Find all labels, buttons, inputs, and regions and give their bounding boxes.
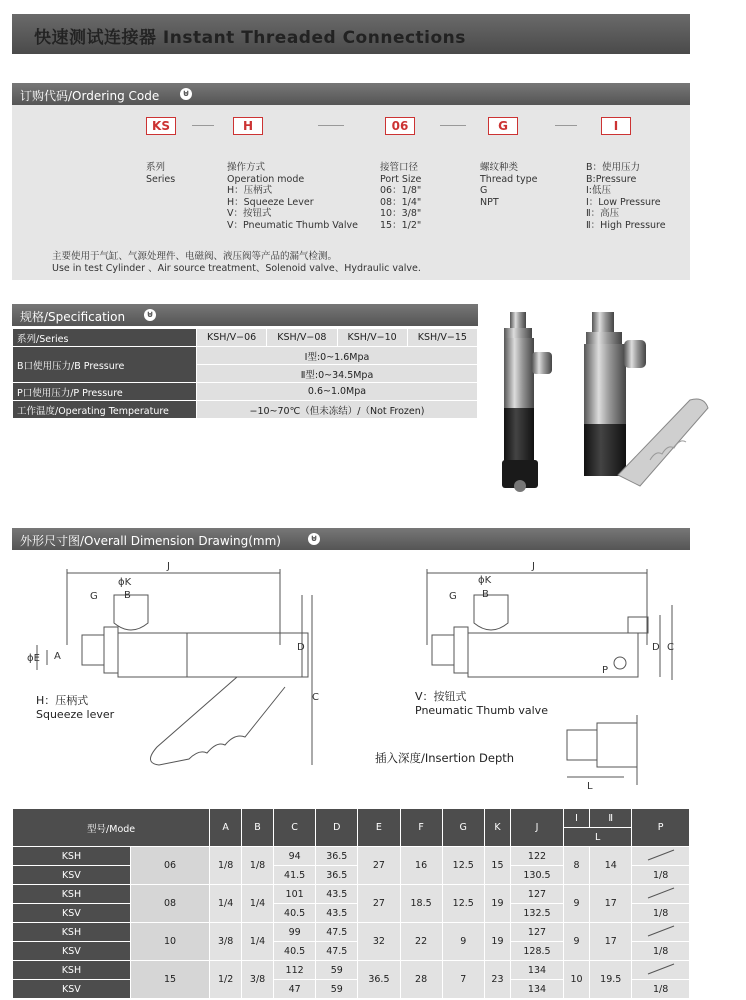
cell-D: 36.5 [316, 866, 358, 885]
cell-L1: 10 [563, 961, 589, 999]
dim-label-J: J [167, 561, 170, 572]
cell-L2: 17 [590, 885, 632, 923]
usage-note: 主要使用于气缸、气源处理件、电磁阀、液压阀等产品的漏气检测。 Use in test Cylinder 、Air source treatment、Solenoid valve、Hydraulic valve. [52, 251, 421, 274]
cell-D: 43.5 [316, 885, 358, 904]
code-series: KS [146, 117, 176, 135]
dim-label-P: P [602, 665, 609, 676]
spec-heading: 规格/Specification [20, 310, 126, 324]
dim-label-J: J [532, 561, 535, 572]
header-mode: 型号/Mode [13, 809, 210, 847]
spec-t-label: 工作温度/Operating Temperature [13, 401, 197, 419]
dim-label-C: C [312, 692, 319, 703]
cell-J: 130.5 [511, 866, 564, 885]
cell-L2: 19.5 [590, 961, 632, 999]
page-title-bar [12, 14, 690, 54]
cell-A: 1/4 [210, 885, 242, 923]
cell-C: 94 [274, 847, 316, 866]
model-cell: KSH [13, 923, 131, 942]
spec-series: KSH/V−10 [337, 329, 407, 347]
model-cell: KSV [13, 980, 131, 999]
cell-P-slash [632, 961, 690, 980]
dim-label-G: G [449, 591, 457, 602]
spec-b-label: B口使用压力/B Pressure [13, 347, 197, 383]
cell-F: 28 [400, 961, 442, 999]
cell-F: 18.5 [400, 885, 442, 923]
cell-B: 3/8 [242, 961, 274, 999]
table-row [13, 923, 690, 942]
dim-label-C: C [667, 642, 674, 653]
dim-label-L: L [587, 781, 593, 792]
cell-A: 1/2 [210, 961, 242, 999]
model-cell: KSV [13, 942, 131, 961]
cell-D: 47.5 [316, 923, 358, 942]
spec-series: KSH/V−15 [407, 329, 477, 347]
h-caption: H：压柄式 Squeeze lever [36, 694, 115, 721]
cell-G: 9 [442, 923, 484, 961]
code-dash [318, 125, 344, 126]
cell-K: 23 [484, 961, 510, 999]
spec-series-label: 系列/Series [13, 329, 197, 347]
header-L2: Ⅱ [590, 809, 632, 828]
code-dash [440, 125, 466, 126]
spec-p-value: 0.6~1.0Mpa [197, 383, 478, 401]
cell-C: 41.5 [274, 866, 316, 885]
v-caption: V：按钮式 Pneumatic Thumb valve [415, 690, 548, 717]
ordering-heading: 订购代码/Ordering Code [20, 89, 160, 103]
cell-K: 19 [484, 885, 510, 923]
model-cell: KSV [13, 904, 131, 923]
info-icon: ⊍ [308, 533, 320, 545]
cell-C: 40.5 [274, 942, 316, 961]
cell-B: 1/8 [242, 847, 274, 885]
page-title: 快速测试连接器 Instant Threaded Connections [34, 28, 466, 48]
header-A: A [210, 809, 242, 847]
cell-E: 32 [358, 923, 400, 961]
header-L: L [563, 828, 631, 847]
spec-series: KSH/V−06 [197, 329, 267, 347]
cell-B: 1/4 [242, 923, 274, 961]
cell-P-slash [632, 847, 690, 866]
cell-D: 47.5 [316, 942, 358, 961]
dim-label-E: ϕE [27, 653, 40, 664]
cell-C: 47 [274, 980, 316, 999]
cell-P-slash [632, 923, 690, 942]
cell-C: 112 [274, 961, 316, 980]
cell-F: 16 [400, 847, 442, 885]
cell-L2: 14 [590, 847, 632, 885]
cell-C: 101 [274, 885, 316, 904]
cell-C: 99 [274, 923, 316, 942]
cell-A: 3/8 [210, 923, 242, 961]
cell-L1: 8 [563, 847, 589, 885]
model-cell: KSH [13, 847, 131, 866]
cell-D: 59 [316, 961, 358, 980]
cell-J: 122 [511, 847, 564, 866]
cell-D: 43.5 [316, 904, 358, 923]
header-D: D [316, 809, 358, 847]
model-cell: KSV [13, 866, 131, 885]
drawing-heading: 外形尺寸图/Overall Dimension Drawing(mm) [20, 534, 281, 548]
code-dash [192, 125, 214, 126]
info-icon: ⊍ [144, 309, 156, 321]
cell-P: 1/8 [632, 980, 690, 999]
spec-t-value: −10~70℃（但未冻结）/（Not Frozen) [197, 401, 478, 419]
cell-G: 12.5 [442, 885, 484, 923]
cell-L1: 9 [563, 885, 589, 923]
cell-P-slash [632, 885, 690, 904]
drawing-heading-bar [12, 528, 690, 550]
cell-A: 1/8 [210, 847, 242, 885]
cell-E: 27 [358, 847, 400, 885]
cell-D: 36.5 [316, 847, 358, 866]
cell-J: 132.5 [511, 904, 564, 923]
cell-L2: 17 [590, 923, 632, 961]
spec-table [12, 328, 478, 419]
cell-L1: 9 [563, 923, 589, 961]
header-E: E [358, 809, 400, 847]
table-row [13, 847, 690, 866]
spec-heading-bar [12, 304, 478, 326]
cell-J: 128.5 [511, 942, 564, 961]
header-P: P [632, 809, 690, 847]
series-desc: 系列 Series [146, 162, 176, 185]
code-port: 06 [385, 117, 415, 135]
port-desc: 接管口径 Port Size 06：1/8" 08：1/4" 10：3/8" 15：1/2" [380, 162, 422, 231]
cell-P: 1/8 [632, 904, 690, 923]
code-pressure: I [601, 117, 631, 135]
cell-C: 40.5 [274, 904, 316, 923]
code-dash [555, 125, 577, 126]
size-cell: 08 [130, 885, 209, 923]
dim-label-K: ϕK [478, 575, 492, 586]
cell-F: 22 [400, 923, 442, 961]
size-cell: 15 [130, 961, 209, 999]
spec-b-value: Ⅰ型:0~1.6Mpa [197, 347, 478, 365]
cell-P: 1/8 [632, 942, 690, 961]
cell-P: 1/8 [632, 866, 690, 885]
spec-b-value: Ⅱ型:0~34.5Mpa [197, 365, 478, 383]
size-cell: 06 [130, 847, 209, 885]
header-J: J [511, 809, 564, 847]
dimension-drawing [12, 555, 712, 795]
dim-label-B: B [124, 590, 131, 601]
header-K: K [484, 809, 510, 847]
pressure-desc: B：使用压力 B:Pressure Ⅰ:低压 Ⅰ：Low Pressure Ⅱ：高压 Ⅱ：High Pressure [586, 162, 666, 231]
cell-E: 27 [358, 885, 400, 923]
operation-desc: 操作方式 Operation mode H：压柄式 H：Squeeze Lever V：按钮式 V：Pneumatic Thumb Valve [227, 162, 358, 231]
header-F: F [400, 809, 442, 847]
cell-K: 15 [484, 847, 510, 885]
cell-K: 19 [484, 923, 510, 961]
info-icon: ⊍ [180, 88, 192, 100]
dim-label-D: D [652, 642, 660, 653]
table-row [13, 961, 690, 980]
cell-J: 127 [511, 923, 564, 942]
header-L1: Ⅰ [563, 809, 589, 828]
cell-D: 59 [316, 980, 358, 999]
dim-label-K: ϕK [118, 577, 132, 588]
ordering-heading-bar [12, 83, 690, 105]
table-row [13, 885, 690, 904]
dim-label-B: B [482, 589, 489, 600]
header-C: C [274, 809, 316, 847]
cell-J: 134 [511, 961, 564, 980]
insertion-caption: 插入深度/Insertion Depth [375, 751, 515, 765]
header-B: B [242, 809, 274, 847]
code-operation: H [233, 117, 263, 135]
product-photo [490, 300, 730, 510]
spec-p-label: P口使用压力/P Pressure [13, 383, 197, 401]
cell-B: 1/4 [242, 885, 274, 923]
spec-series: KSH/V−08 [267, 329, 337, 347]
dim-label-D: D [297, 642, 305, 653]
cell-E: 36.5 [358, 961, 400, 999]
header-G: G [442, 809, 484, 847]
dimension-table [12, 808, 690, 999]
dim-label-A: A [54, 651, 61, 662]
model-cell: KSH [13, 885, 131, 904]
cell-G: 12.5 [442, 847, 484, 885]
code-thread: G [488, 117, 518, 135]
model-cell: KSH [13, 961, 131, 980]
thread-desc: 螺纹种类 Thread type G NPT [480, 162, 538, 208]
cell-J: 127 [511, 885, 564, 904]
cell-G: 7 [442, 961, 484, 999]
dim-label-G: G [90, 591, 98, 602]
cell-J: 134 [511, 980, 564, 999]
size-cell: 10 [130, 923, 209, 961]
